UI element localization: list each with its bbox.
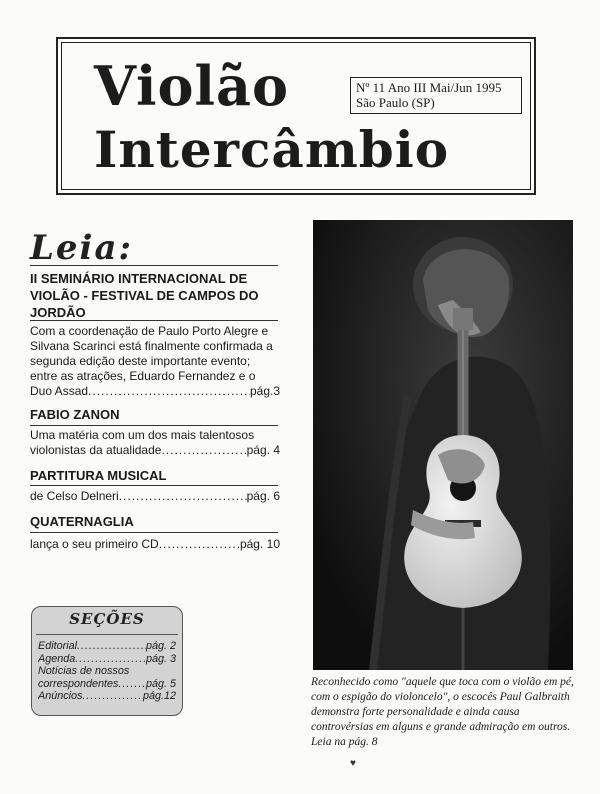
section-item-correspondentes[interactable] <box>38 678 176 691</box>
article-body-zanon <box>30 428 280 458</box>
divider <box>36 634 178 635</box>
toc-text: Duo Assad <box>30 384 89 398</box>
issue-number: Nº 11 Ano III Mai/Jun 1995 <box>356 80 502 95</box>
section-label: correspondentes <box>38 677 119 690</box>
section-label: Editorial <box>38 640 78 652</box>
article-toc-line[interactable] <box>30 537 280 552</box>
divider <box>30 425 278 426</box>
section-item-agenda[interactable] <box>38 653 176 666</box>
divider <box>30 320 278 321</box>
article-body-text: Uma matéria com um dos mais talentosos <box>30 428 255 442</box>
section-page: pág. 2 <box>145 640 176 652</box>
sections-box <box>31 606 183 716</box>
article-heading-seminario: II SEMINÁRIO INTERNACIONAL DE VIOLÃO - FESTIVAL DE CAMPOS DO JORDÃO <box>30 271 259 320</box>
leader-dots <box>118 678 146 691</box>
issue-location: São Paulo (SP) <box>356 95 435 110</box>
section-page: pág.12 <box>142 690 176 702</box>
toc-text: de Celso Delneri <box>30 489 119 503</box>
toc-text: lança o seu primeiro CD <box>30 537 159 551</box>
guitarist-illustration <box>313 220 573 670</box>
divider <box>30 265 278 266</box>
toc-page: pág. 6 <box>246 489 280 503</box>
section-label: Anúncios <box>38 690 83 702</box>
section-page: pág. 5 <box>145 677 176 690</box>
leader-dots <box>159 537 240 552</box>
article-body-partitura <box>30 489 280 504</box>
section-item-noticias-line1: Notícias de nossos <box>38 665 130 677</box>
article-toc-line[interactable] <box>30 443 280 458</box>
leader-dots <box>119 489 247 504</box>
section-item-editorial[interactable] <box>38 640 176 653</box>
masthead-title-line2: Intercâmbio <box>94 120 450 179</box>
article-body-text: Com a coordenação de Paulo Porto Alegre e Silvana Scarinci está finalmente confirmada a segunda edição deste importante evento; entre as atrações, Eduardo Fernandez e o <box>30 324 273 383</box>
leader-dots <box>75 653 146 666</box>
sections-title: SEÇÕES <box>69 610 145 628</box>
toc-page: pág. 10 <box>239 537 280 551</box>
divider <box>30 485 278 486</box>
masthead-title-line1: Violão <box>94 54 289 118</box>
leader-dots <box>161 443 246 458</box>
photo-caption: Reconhecido como "aquele que toca com o violão em pé, com o espigão do violoncelo", o escocês Paul Galbraith demonstra forte personalidade e ainda causa controvérsias em alguns e grande admiração em outros. Leia na pág. 8 <box>311 676 574 748</box>
masthead <box>56 37 536 195</box>
toc-text: violonistas da atualidade <box>30 443 162 457</box>
article-body-quaternaglia <box>30 537 280 552</box>
article-body-seminario <box>30 324 280 399</box>
divider <box>30 532 278 533</box>
section-item-anuncios[interactable] <box>38 690 176 703</box>
toc-page: pág.3 <box>249 384 280 398</box>
leia-heading: Leia: <box>30 228 134 268</box>
article-heading-partitura: PARTITURA MUSICAL <box>30 468 167 483</box>
section-label: Agenda <box>38 652 76 665</box>
toc-page: pág. 4 <box>246 443 280 457</box>
article-heading-quaternaglia: QUATERNAGLIA <box>30 514 134 529</box>
sections-list <box>38 640 176 703</box>
issue-info-box <box>350 77 522 114</box>
leader-dots <box>77 640 146 653</box>
footer-ornament: ♥ <box>350 758 356 769</box>
leader-dots <box>88 384 250 399</box>
article-toc-line[interactable] <box>30 489 280 504</box>
guitarist-photo <box>313 220 573 670</box>
article-toc-line[interactable] <box>30 384 280 399</box>
article-heading-zanon: FABIO ZANON <box>30 407 120 422</box>
leader-dots <box>82 690 143 703</box>
section-page: pág. 3 <box>145 652 176 665</box>
